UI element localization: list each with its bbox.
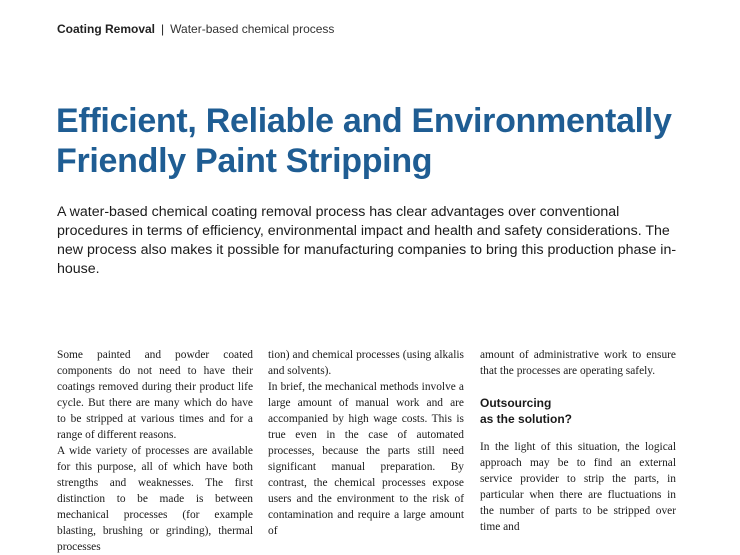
running-head-topic: Water-based chemical process <box>170 22 335 36</box>
running-head-section: Coating Removal <box>57 22 156 36</box>
article-lead: A water-based chemical coating removal process has clear advantages over conventional procedures in terms of efficiency, environmental impact and health and safety considerations. The new process also makes it possible for manufacturing companies to bring this production phase in-house. <box>57 204 677 277</box>
body-column-1 <box>57 347 253 555</box>
subheading-line: as the solution? <box>480 412 573 426</box>
body-paragraph: A wide variety of processes are available for this purpose, all of which have both strengths and weaknesses. The first distinction to be made is between mechanical processes (for example blasting, brushing or grinding), thermal processes <box>57 445 253 553</box>
body-column-2 <box>268 347 464 539</box>
running-head <box>57 22 334 36</box>
article-headline: Efficient, Reliable and Environmentally Friendly Paint Stripping <box>56 102 672 180</box>
subheading-line: Outsourcing <box>480 396 552 410</box>
body-paragraph: amount of administrative work to ensure that the processes are operating safely. <box>480 349 676 377</box>
body-paragraph: tion) and chemical processes (using alkalis and solvents). <box>268 349 464 377</box>
body-paragraph: In brief, the mechanical methods involve a large amount of manual work and are accompanied by high wage costs. This is true even in the case of automated processes, because the parts still need significant manual preparation. By contrast, the chemical processes expose users and the environment to the risk of contamination and require a large amount of <box>268 381 464 537</box>
body-paragraph: Some painted and powder coated components do not need to have their coatings removed during their product life cycle. But there are many which do have to be stripped at various times and for a range of different reasons. <box>57 349 253 441</box>
section-subheading <box>480 395 676 427</box>
body-column-3 <box>480 347 676 535</box>
running-head-separator: | <box>161 22 165 36</box>
body-paragraph: In the light of this situation, the logical approach may be to find an external service provider to strip the parts, in particular when there are fluctuations in the number of parts to be stripped over time and <box>480 441 676 533</box>
